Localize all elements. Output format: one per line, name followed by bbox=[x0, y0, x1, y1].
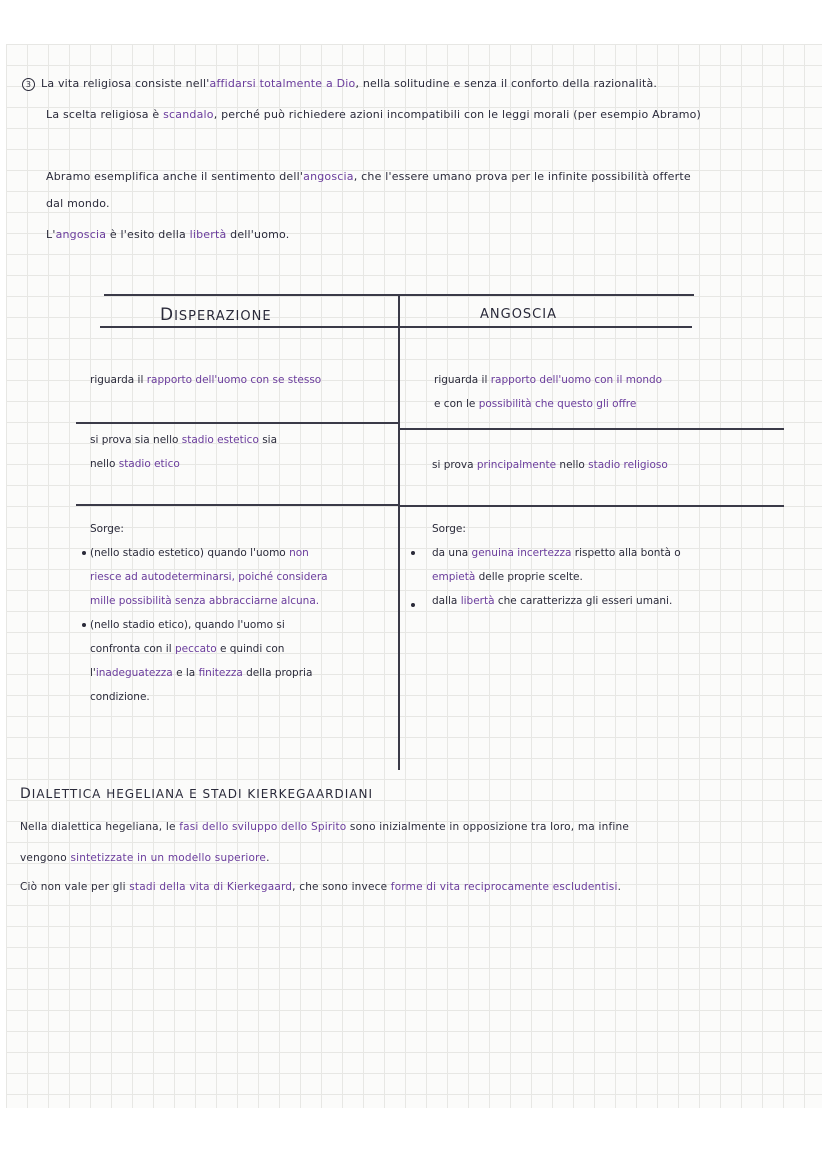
highlight: libertà bbox=[460, 595, 495, 607]
text: , perché può richiedere azioni incompatibili con le leggi morali (per esempio Abramo) bbox=[213, 108, 702, 121]
text: (nello stadio etico), quando l'uomo si bbox=[90, 619, 285, 631]
row2-right bbox=[432, 453, 668, 477]
sorge-heading: Sorge: bbox=[432, 523, 466, 535]
text: dal mondo. bbox=[46, 197, 110, 210]
text: . bbox=[617, 881, 622, 893]
highlight: angoscia bbox=[55, 228, 107, 241]
row1-left bbox=[90, 368, 321, 392]
bullet-dot bbox=[82, 623, 86, 627]
text: confronta con il bbox=[90, 643, 175, 655]
highlight: genuina incertezza bbox=[471, 547, 572, 559]
text: e quindi con bbox=[216, 643, 285, 655]
bullet-dot bbox=[82, 551, 86, 555]
text: Abramo esemplifica anche il sentimento dell' bbox=[46, 170, 304, 183]
text: vengono bbox=[20, 852, 71, 864]
para2-line-2 bbox=[46, 197, 110, 211]
table-row-rule-left-2 bbox=[76, 504, 398, 506]
sorge-heading: Sorge: bbox=[90, 523, 124, 535]
section2-title bbox=[20, 786, 373, 802]
text: dalla bbox=[432, 595, 461, 607]
highlight: libertà bbox=[189, 228, 227, 241]
highlight: rapporto dell'uomo con il mondo bbox=[490, 374, 663, 386]
text: si prova bbox=[432, 459, 477, 471]
text: da una bbox=[432, 547, 472, 559]
text: nello bbox=[556, 459, 589, 471]
text: , che l'essere umano prova per le infinite possibilità offerte bbox=[353, 170, 691, 183]
highlight: sintetizzate in un modello superiore bbox=[70, 852, 267, 864]
highlight: finitezza bbox=[198, 667, 243, 679]
highlight: mille possibilità senza abbracciarne alcuna. bbox=[90, 595, 320, 607]
text: nello bbox=[90, 458, 119, 470]
highlight: principalmente bbox=[476, 459, 557, 471]
highlight: angoscia bbox=[303, 170, 354, 183]
section2-line-1 bbox=[20, 820, 629, 834]
text: delle proprie scelte. bbox=[475, 571, 583, 583]
table-divider bbox=[398, 296, 400, 770]
row1-right bbox=[434, 368, 662, 416]
intro-line-2 bbox=[46, 108, 701, 122]
para3 bbox=[46, 228, 290, 242]
text: è l'esito della bbox=[106, 228, 190, 241]
section-number: 3 bbox=[22, 78, 35, 91]
highlight: stadio etico bbox=[118, 458, 180, 470]
text: della propria bbox=[242, 667, 313, 679]
bullet-dot bbox=[411, 551, 415, 555]
section2-line-2 bbox=[20, 851, 270, 865]
table-row-rule-right-2 bbox=[400, 505, 784, 507]
highlight: possibilità che questo gli offre bbox=[478, 398, 637, 410]
text: Ciò non vale per gli bbox=[20, 881, 130, 893]
text: Nella dialettica hegeliana, le bbox=[20, 821, 180, 833]
table-header-rule bbox=[100, 326, 692, 328]
header-angoscia bbox=[480, 307, 557, 322]
text: l' bbox=[90, 667, 96, 679]
text: che caratterizza gli esseri umani. bbox=[494, 595, 673, 607]
header-disperazione bbox=[160, 305, 272, 325]
text: rispetto alla bontà o bbox=[571, 547, 681, 559]
text: e la bbox=[172, 667, 199, 679]
table-row-rule-left-1 bbox=[76, 422, 398, 424]
text: , che sono invece bbox=[292, 881, 391, 893]
text: , nella solitudine e senza il conforto della razionalità. bbox=[355, 77, 658, 90]
highlight: stadio estetico bbox=[181, 434, 259, 446]
highlight: stadi della vita di Kierkegaard bbox=[129, 881, 293, 893]
text: (nello stadio estetico) quando l'uomo bbox=[90, 547, 290, 559]
highlight: inadeguatezza bbox=[95, 667, 173, 679]
intro-line-1 bbox=[22, 77, 657, 91]
text: La vita religiosa consiste nell' bbox=[41, 77, 210, 90]
title-cap: D bbox=[20, 786, 32, 802]
section2-line-3 bbox=[20, 880, 621, 894]
highlight: non bbox=[289, 547, 309, 559]
header-text: ISPERAZIONE bbox=[174, 309, 272, 324]
highlight: rapporto dell'uomo con se stesso bbox=[146, 374, 322, 386]
text: . bbox=[266, 852, 270, 864]
highlight: scandalo bbox=[163, 108, 214, 121]
row3-right bbox=[432, 517, 681, 613]
row3-left bbox=[90, 517, 328, 709]
text: riguarda il bbox=[90, 374, 147, 386]
header-cap: D bbox=[160, 305, 175, 325]
text: sia bbox=[258, 434, 278, 446]
text: si prova sia nello bbox=[90, 434, 182, 446]
text: condizione. bbox=[90, 691, 150, 703]
text: La scelta religiosa è bbox=[46, 108, 164, 121]
highlight: peccato bbox=[174, 643, 217, 655]
row2-left bbox=[90, 428, 277, 476]
para2-line-1 bbox=[46, 170, 691, 184]
text: riguarda il bbox=[434, 374, 491, 386]
table-row-rule-right-1 bbox=[400, 428, 784, 430]
highlight: affidarsi totalmente a Dio bbox=[209, 77, 356, 90]
header-text: ANGOSCIA bbox=[480, 307, 557, 322]
highlight: forme di vita reciprocamente escludentisi bbox=[390, 881, 618, 893]
text: dell'uomo. bbox=[226, 228, 290, 241]
highlight: stadio religioso bbox=[588, 459, 668, 471]
text: L' bbox=[46, 228, 56, 241]
title-text: IALETTICA HEGELIANA E STADI KIERKEGAARDIANI bbox=[31, 787, 373, 801]
highlight: empietà bbox=[432, 571, 476, 583]
bullet-dot bbox=[411, 603, 415, 607]
text: e con le bbox=[434, 398, 479, 410]
highlight: fasi dello sviluppo dello Spirito bbox=[179, 821, 347, 833]
highlight: riesce ad autodeterminarsi, poiché considera bbox=[90, 571, 328, 583]
text: sono inizialmente in opposizione tra loro, ma infine bbox=[346, 821, 629, 833]
